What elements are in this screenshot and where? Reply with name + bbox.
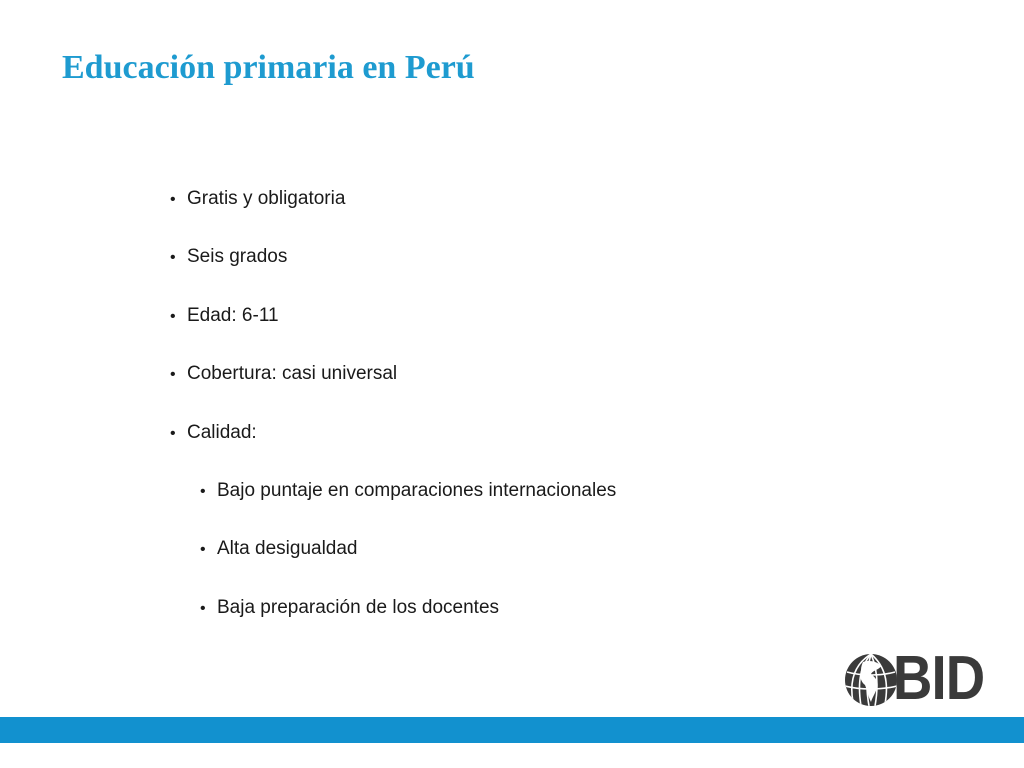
bullet-dot: • (170, 191, 176, 208)
footer-bar (0, 717, 1024, 743)
bullet-text: Alta desigualdad (217, 538, 358, 559)
bullet-dot: • (170, 425, 176, 442)
bullet-item (170, 304, 279, 328)
sub-bullet-item (200, 596, 499, 620)
bullet-text: Bajo puntaje en comparaciones internacionales (217, 480, 617, 501)
bullet-text: Cobertura: casi universal (187, 363, 398, 384)
bullet-item (170, 421, 257, 445)
bullet-text: Calidad: (187, 422, 257, 443)
bullet-text: Seis grados (187, 246, 288, 267)
bullet-dot: • (200, 483, 206, 500)
sub-bullet-item (200, 537, 358, 561)
globe-icon (843, 652, 899, 708)
bullet-dot: • (170, 249, 176, 266)
bullet-item (170, 245, 287, 269)
bullet-dot: • (170, 366, 176, 383)
bullet-dot: • (200, 541, 206, 558)
logo-text: BID (893, 644, 985, 713)
bullet-item (170, 362, 397, 386)
bullet-text: Gratis y obligatoria (187, 188, 346, 209)
sub-bullet-item (200, 479, 616, 503)
bullet-dot: • (170, 308, 176, 325)
bid-logo (843, 644, 999, 713)
bullet-text: Edad: 6-11 (187, 305, 279, 326)
slide-title: Educación primaria en Perú (62, 49, 475, 86)
bullet-dot: • (200, 600, 206, 617)
bullet-item (170, 187, 345, 211)
bullet-text: Baja preparación de los docentes (217, 597, 500, 618)
